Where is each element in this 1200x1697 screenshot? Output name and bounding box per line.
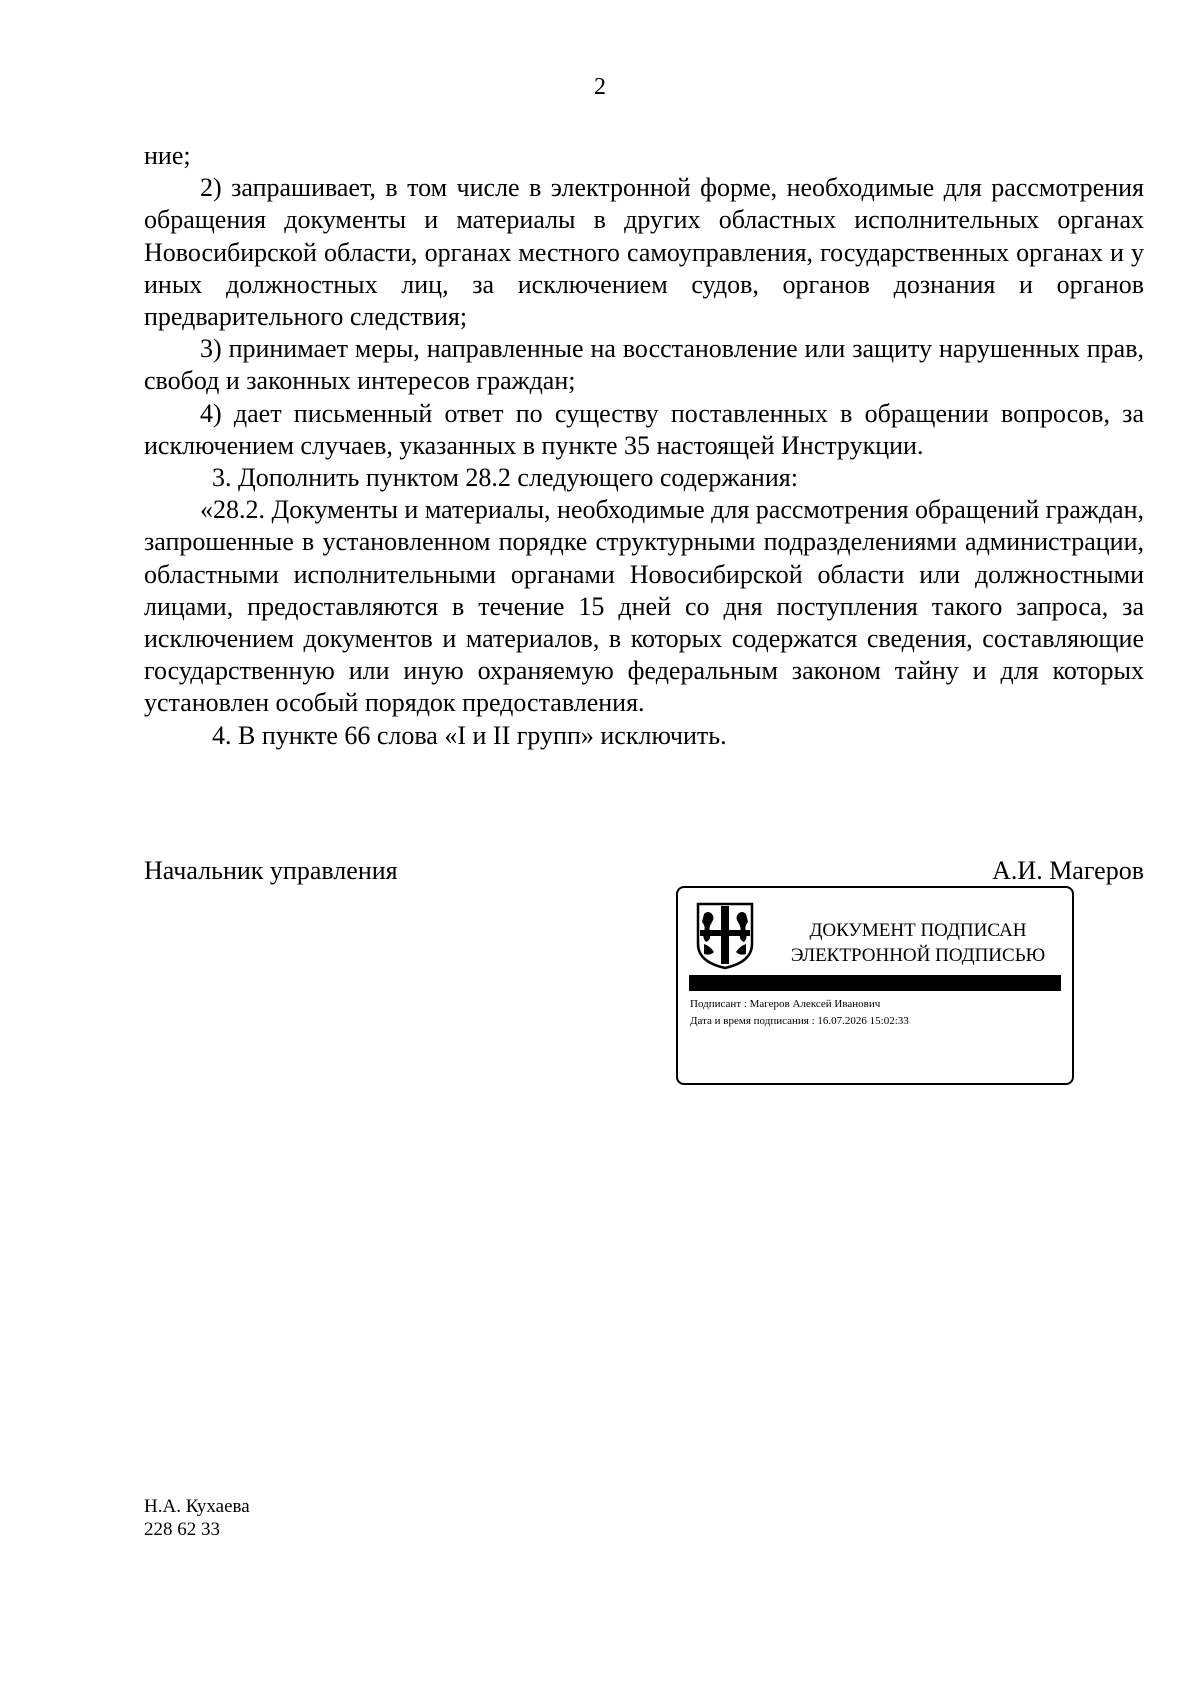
paragraph: ние; [144, 141, 191, 170]
stamp-heading-line: ДОКУМЕНТ ПОДПИСАН [809, 920, 1027, 941]
paragraph: 3. Дополнить пунктом 28.2 следующего содержания: [212, 463, 798, 493]
paragraph: «28.2. Документы и материалы, необходимые для рассмотрения обращений граждан, запрошенные в установленном порядке структурными подразделениями администрации, областными исполнительными органами Новосибирской области или должностными лицами, предоставляются в течение 15 дней со дня поступления такого запроса, за исключением документов и материалов, в которых содержатся сведения, составляющие государственную или иную охраняемую федеральным законом тайну и для которых установлен особый порядок предоставления. [144, 495, 1144, 718]
stamp-date: Дата и время подписания : 16.07.2026 15:02:33 [690, 1015, 909, 1027]
stamp-signer: Подписант : Магеров Алексей Иванович [690, 998, 881, 1010]
document-body [144, 140, 1144, 752]
signatory-name: А.И. Магеров [992, 856, 1144, 885]
executor-info [144, 1495, 250, 1541]
paragraph: 3) принимает меры, направленные на восстановление или защиту нарушенных прав, свобод и законных интересов граждан; [144, 334, 1144, 396]
stamp-black-bar [689, 975, 1061, 991]
executor-name: Н.А. Кухаева [144, 1496, 250, 1517]
page-number: 2 [594, 74, 606, 100]
stamp-heading [782, 918, 1054, 968]
stamp-heading-line: ЭЛЕКТРОННОЙ ПОДПИСЬЮ [790, 945, 1046, 966]
executor-phone: 228 62 33 [144, 1519, 220, 1540]
signatory-position: Начальник управления [144, 856, 398, 885]
paragraph: 4. В пункте 66 слова «I и II групп» исключить. [212, 720, 727, 750]
electronic-signature-stamp [676, 886, 1074, 1085]
paragraph: 2) запрашивает, в том числе в электронной форме, необходимые для рассмотрения обращения документы и материалы в других областных исполнительных органах Новосибирской области, органах местного самоуправления, государственных органах и у иных должностных лиц, за исключением судов, органов дознания и органов предварительного следствия; [144, 173, 1144, 332]
coat-of-arms-icon [690, 900, 760, 970]
paragraph: 4) дает письменный ответ по существу поставленных в обращении вопросов, за исключением случаев, указанных в пункте 35 настоящей Инструкции. [144, 398, 1144, 460]
